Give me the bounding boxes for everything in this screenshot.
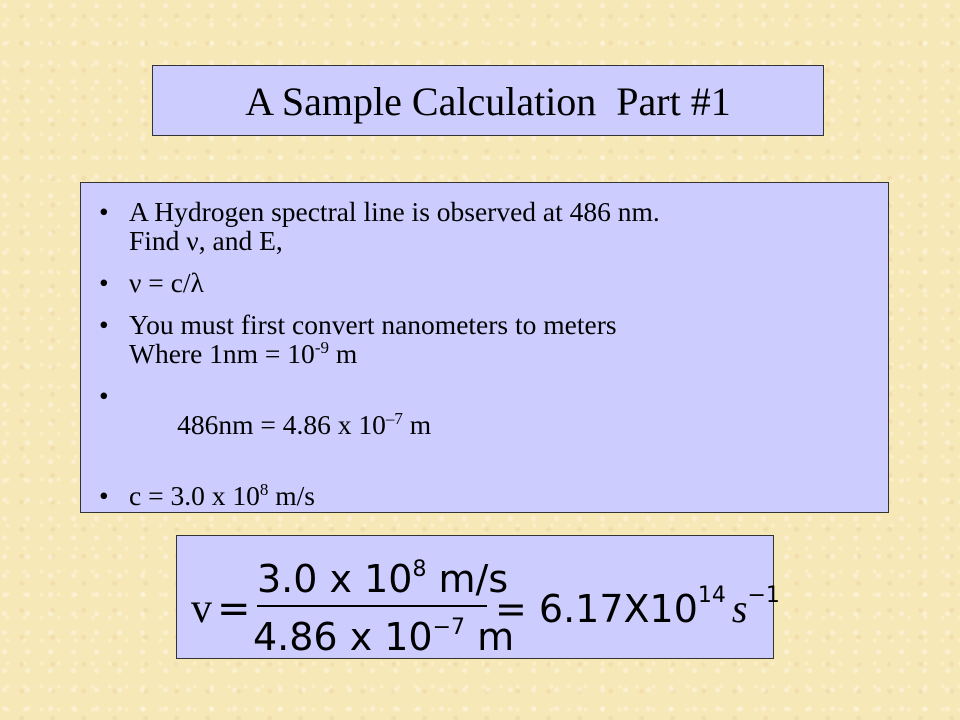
equation-graphic — [177, 536, 780, 660]
convert-line-2-post: m — [328, 338, 358, 369]
slide-title: A Sample Calculation Part #1 — [245, 79, 731, 124]
convert-exponent: -9 — [314, 337, 329, 357]
bullet-item-convert — [93, 310, 872, 368]
frequency-formula: ν = c/λ — [129, 267, 204, 298]
eq-result: = $6.17X10^{14}$ $s^{-1}$ — [495, 583, 780, 631]
convert-line-1: You must first convert nanometers to meters — [129, 309, 617, 340]
wavelength-post: m — [402, 409, 432, 440]
bullet-item-speed — [93, 481, 872, 510]
bullet-box — [80, 182, 889, 513]
wavelength-exponent: –7 — [385, 408, 403, 428]
eq-lhs: v — [191, 586, 212, 632]
wavelength-pre: 486nm = 4.86 x 10 — [170, 409, 386, 440]
eq-equals-1: = — [217, 586, 251, 632]
problem-line-2: Find ν, and E, — [129, 225, 283, 256]
title-box — [152, 65, 824, 136]
bullet-item-problem — [93, 197, 872, 255]
bullet-item-formula — [93, 268, 872, 297]
speed-post: m/s — [268, 480, 315, 511]
speed-exponent: 8 — [259, 479, 269, 499]
bullet-item-wavelength — [93, 381, 872, 468]
eq-denominator: 4.86 x $10^{-7}$ m — [253, 615, 515, 659]
speed-pre: c = 3.0 x 10 — [129, 480, 260, 511]
equation-box — [176, 535, 780, 659]
problem-line-1: A Hydrogen spectral line is observed at 486 nm. — [129, 196, 660, 227]
bullet-list — [93, 197, 872, 510]
convert-line-2-pre: Where 1nm = 10 — [129, 338, 315, 369]
eq-numerator: 3.0 x $10^8$ m/s — [257, 557, 509, 601]
